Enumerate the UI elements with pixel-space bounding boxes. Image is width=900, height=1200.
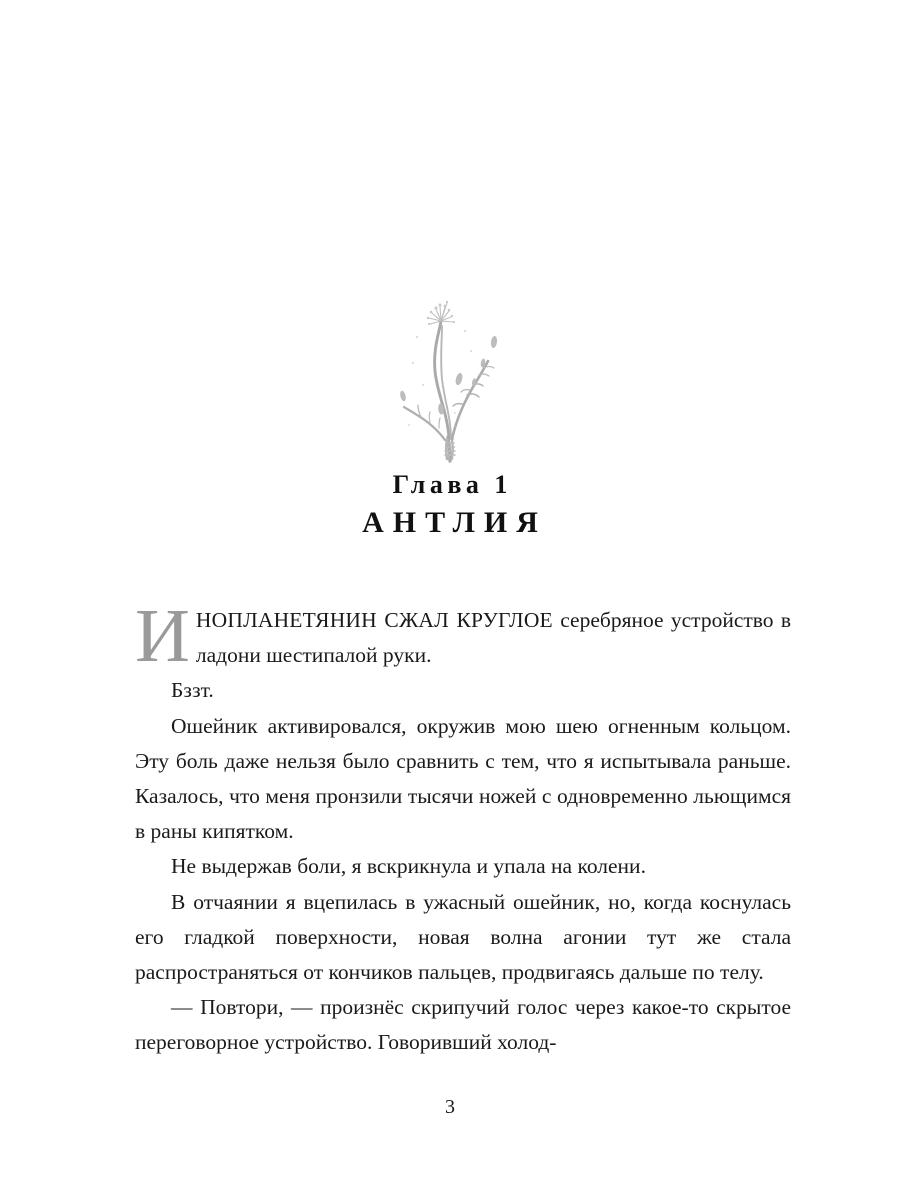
paragraph-opening	[135, 594, 792, 678]
paragraph-sound: Бззт.	[171, 678, 214, 703]
body-text	[135, 594, 792, 1061]
paragraph-collar: Ошейник активировался, окружив мою шею огненным кольцом. Эту боль даже нельзя было сравнить с тем, что я испытывала раньше. Казалось, что меня пронзили тысячи ножей с одновременно льющимся в раны кипятком.	[135, 713, 791, 844]
paragraph-voice: — Повтори, — произнёс скрипучий голос через какое-то скрытое переговорное устройство. Говоривший холод-	[135, 995, 791, 1055]
chapter-number: Глава 1	[392, 470, 512, 499]
page-number: 3	[445, 1096, 455, 1118]
drop-cap: И	[135, 594, 190, 678]
paragraph-knees: Не выдержав боли, я вскрикнула и упала на колени.	[171, 854, 646, 879]
opening-caps-run: НОПЛАНЕТЯНИН СЖАЛ КРУГЛОЕ	[195, 608, 553, 632]
paragraph-agony: В отчаянии я вцепилась в ужасный ошейник, но, когда коснулась его гладкой поверхности, новая волна агонии тут же стала распространяться от кончиков пальцев, продвигаясь дальше по телу.	[135, 889, 791, 985]
chapter-title: АНТЛИЯ	[362, 505, 547, 539]
ornament-container	[0, 292, 900, 464]
floral-sprig-icon	[395, 293, 505, 463]
opening-rest: серебряное устройство в ладони шестипалой руки.	[195, 608, 792, 668]
chapter-heading	[0, 470, 900, 541]
